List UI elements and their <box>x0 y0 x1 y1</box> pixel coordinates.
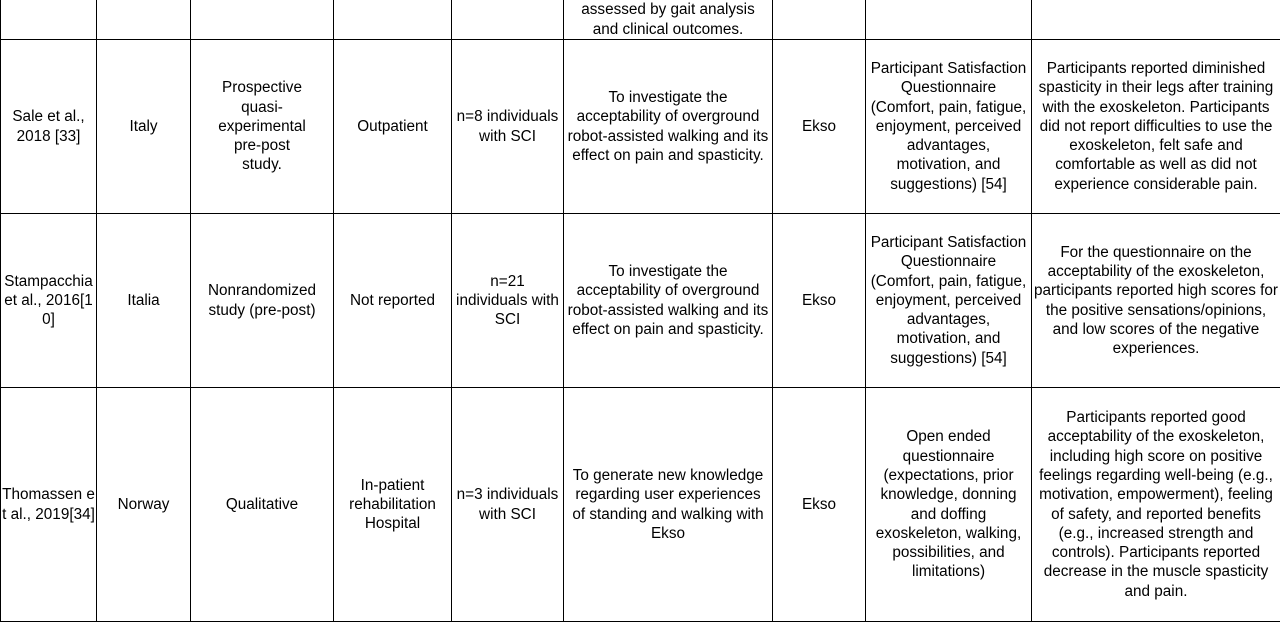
device-cell <box>773 0 866 40</box>
table-row <box>1 214 1280 388</box>
study-cell <box>1 214 97 388</box>
aim-text: assessed by gait analysis and clinical outcomes. <box>567 0 769 39</box>
country-cell <box>97 40 191 214</box>
sample-cell <box>452 214 564 388</box>
findings-text: Participants reported good acceptability of the exoskeleton, including high score on positive feelings regarding well-being (e.g., motivation, empowerment), feeling of safety, and reported benefits (e.g., increased strength and controls). Participants reported decrease in the muscle spasticity and pain. <box>1033 408 1279 601</box>
findings-cell <box>1032 0 1280 40</box>
setting-cell <box>334 40 452 214</box>
measure-cell <box>866 214 1032 388</box>
setting-text: In-patient rehabilitation Hospital <box>337 476 448 534</box>
table-row <box>1 388 1280 622</box>
sample-text: n=8 individuals with SCI <box>455 107 560 146</box>
setting-text: Outpatient <box>337 117 448 136</box>
device-cell <box>773 40 866 214</box>
design-text: Qualitative <box>194 495 330 514</box>
aim-cell <box>564 388 773 622</box>
design-cell <box>191 214 334 388</box>
device-text: Ekso <box>776 495 862 514</box>
study-cell <box>1 40 97 214</box>
device-cell <box>773 388 866 622</box>
sample-cell <box>452 0 564 40</box>
aim-text: To generate new knowledge regarding user experiences of standing and walking with Ekso <box>567 466 769 543</box>
measure-cell <box>866 388 1032 622</box>
setting-text: Not reported <box>337 291 448 310</box>
aim-cell <box>564 214 773 388</box>
aim-text: To investigate the acceptability of overground robot-assisted walking and its effect on pain and spasticity. <box>567 262 769 339</box>
findings-cell <box>1032 40 1280 214</box>
measure-text: Participant Satisfaction Questionnaire (Comfort, pain, fatigue, enjoyment, perceived advantages, motivation, and suggestions) [54] <box>869 59 1028 194</box>
table-row <box>1 40 1280 214</box>
design-cell <box>191 40 334 214</box>
measure-text: Open ended questionnaire (expectations, prior knowledge, donning and doffing exoskeleton, walking, possibilities, and limitations) <box>869 427 1028 581</box>
sample-cell <box>452 388 564 622</box>
findings-text: For the questionnaire on the acceptability of the exoskeleton, participants reported high scores for the positive sensations/opinions, and low scores of the negative experiences. <box>1033 243 1279 359</box>
table-row-continued <box>1 0 1280 40</box>
aim-cell <box>564 40 773 214</box>
setting-cell <box>334 388 452 622</box>
device-cell <box>773 214 866 388</box>
sample-cell <box>452 40 564 214</box>
device-text: Ekso <box>776 291 862 310</box>
study-text: Stampacchia et al., 2016[10] <box>2 272 95 330</box>
sample-text: n=21 individuals with SCI <box>455 272 560 330</box>
aim-text: To investigate the acceptability of overground robot-assisted walking and its effect on pain and spasticity. <box>567 88 769 165</box>
aim-cell <box>564 0 773 40</box>
design-text: Prospective quasi-experimental pre-post study. <box>213 78 311 174</box>
findings-cell <box>1032 388 1280 622</box>
design-text: Nonrandomized study (pre-post) <box>194 281 330 320</box>
design-cell <box>191 0 334 40</box>
measure-text: Participant Satisfaction Questionnaire (Comfort, pain, fatigue, enjoyment, perceived advantages, motivation, and suggestions) [54] <box>869 233 1028 368</box>
findings-text: Participants reported diminished spasticity in their legs after training with the exoskeleton. Participants did not report difficulties to use the exoskeleton, felt safe and comfortable as well as did not experience considerable pain. <box>1033 59 1279 194</box>
findings-cell <box>1032 214 1280 388</box>
study-text: Sale et al., 2018 [33] <box>2 107 95 146</box>
study-cell <box>1 0 97 40</box>
study-text: Thomassen et al., 2019[34] <box>2 485 95 524</box>
measure-cell <box>866 0 1032 40</box>
country-text: Italy <box>100 117 187 136</box>
sample-text: n=3 individuals with SCI <box>455 485 560 524</box>
country-cell <box>97 0 191 40</box>
device-text: Ekso <box>776 117 862 136</box>
setting-cell <box>334 0 452 40</box>
country-cell <box>97 388 191 622</box>
design-cell <box>191 388 334 622</box>
study-cell <box>1 388 97 622</box>
measure-cell <box>866 40 1032 214</box>
country-text: Italia <box>100 291 187 310</box>
country-cell <box>97 214 191 388</box>
country-text: Norway <box>100 495 187 514</box>
setting-cell <box>334 214 452 388</box>
